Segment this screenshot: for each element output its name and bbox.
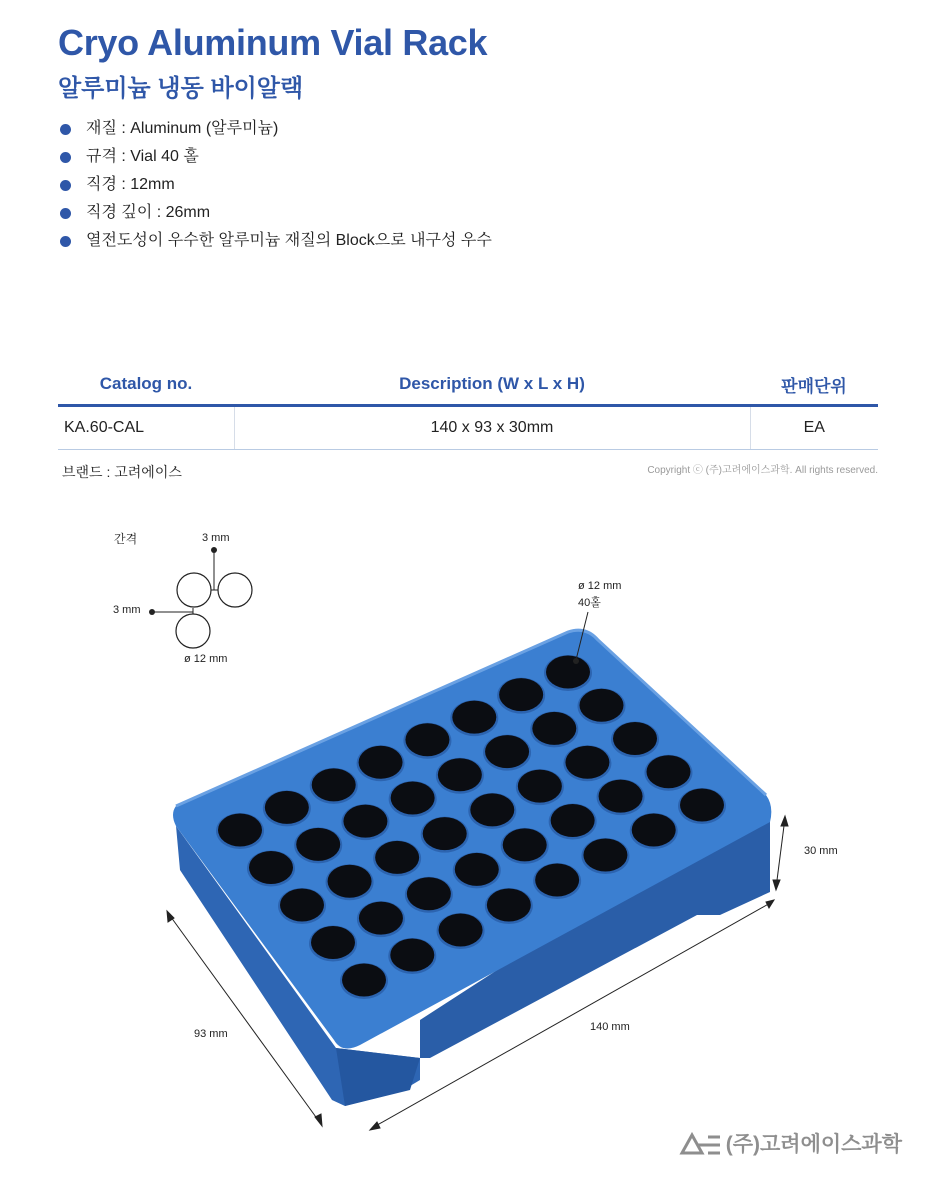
rack-hole: [312, 768, 356, 801]
cell-description: 140 x 93 x 30mm: [234, 406, 750, 450]
hole-diameter-label: ø 12 mm: [578, 580, 622, 592]
page-subtitle: 알루미늄 냉동 바이알랙: [58, 75, 304, 102]
rack-hole: [296, 828, 340, 861]
rack-hole: [438, 758, 482, 791]
rack-hole: [680, 789, 724, 822]
rack-hole: [359, 902, 403, 935]
header-description: Description (W x L x H): [234, 364, 750, 406]
spec-item-size: 규격 : Vial 40 홀: [60, 144, 492, 172]
rack-hole: [249, 851, 293, 884]
spacing-circle: [218, 573, 252, 607]
rack-hole: [343, 805, 387, 838]
rack-hole: [503, 828, 547, 861]
rack-hole: [632, 814, 676, 847]
rack-hole: [423, 817, 467, 850]
spacing-gap-top-label: 3 mm: [202, 532, 230, 544]
rack-hole: [375, 841, 419, 874]
rack-hole: [342, 964, 386, 997]
rack-hole: [613, 722, 657, 755]
brand-text: 브랜드 : 고려에이스: [62, 464, 182, 480]
leader-dot: [573, 658, 579, 664]
dim-height-arrow: [776, 818, 785, 888]
spacing-title: 간격: [114, 532, 138, 546]
rack-hole: [328, 865, 372, 898]
cell-catalog-no: KA.60-CAL: [58, 406, 234, 450]
rack-hole: [647, 755, 691, 788]
rack-hole: [455, 853, 499, 886]
rack-hole: [485, 735, 529, 768]
rack-hole: [470, 793, 514, 826]
spacing-circle: [177, 573, 211, 607]
rack-hole: [546, 656, 590, 689]
rack-hole: [359, 746, 403, 779]
spec-item-diameter: 직경 : 12mm: [60, 172, 492, 200]
spec-item-material: 재질 : Aluminum (알루미늄): [60, 116, 492, 144]
rack-hole: [580, 689, 624, 722]
rack-hole: [583, 839, 627, 872]
rack-hole: [391, 781, 435, 814]
spec-item-feature: 열전도성이 우수한 알루미늄 재질의 Block으로 내구성 우수: [60, 228, 492, 256]
rack-hole: [551, 804, 595, 837]
rack-hole: [518, 770, 562, 803]
rack-hole: [452, 701, 496, 734]
vial-rack-image: [173, 630, 771, 1106]
rack-hole: [532, 712, 576, 745]
leader-dot: [211, 547, 217, 553]
rack-hole: [390, 939, 434, 972]
rack-hole: [487, 889, 531, 922]
rack-hole: [311, 926, 355, 959]
rack-hole: [407, 877, 451, 910]
rack-hole: [535, 864, 579, 897]
leader-dot: [149, 609, 155, 615]
rack-hole: [218, 814, 262, 847]
rack-hole: [499, 678, 543, 711]
header-catalog-no: Catalog no.: [58, 364, 234, 406]
dim-height-label: 30 mm: [804, 845, 838, 857]
hole-count-label: 40홀: [578, 597, 601, 609]
rack-hole: [280, 889, 324, 922]
spacing-diameter-label: ø 12 mm: [184, 653, 228, 665]
rack-hole: [439, 914, 483, 947]
footer-logo: [678, 1128, 902, 1158]
rack-hole: [565, 746, 609, 779]
copyright-text: Copyright ⓒ (주)고려에이스과학. All rights reserved.: [647, 465, 878, 476]
rack-hole: [265, 791, 309, 824]
footer-company-name: (주)고려에이스과학: [725, 1133, 902, 1156]
company-logo-icon: [678, 1131, 722, 1155]
cell-unit: EA: [750, 406, 878, 450]
rack-hole: [599, 780, 643, 813]
spacing-circle: [176, 614, 210, 648]
header-unit: 판매단위: [750, 364, 878, 406]
page-title: Cryo Aluminum Vial Rack: [58, 22, 488, 63]
dim-length-label: 140 mm: [590, 1021, 630, 1033]
dim-width-label: 93 mm: [194, 1028, 228, 1040]
rack-hole: [405, 723, 449, 756]
spacing-gap-left-label: 3 mm: [113, 604, 141, 616]
spec-item-depth: 직경 깊이 : 26mm: [60, 200, 492, 228]
